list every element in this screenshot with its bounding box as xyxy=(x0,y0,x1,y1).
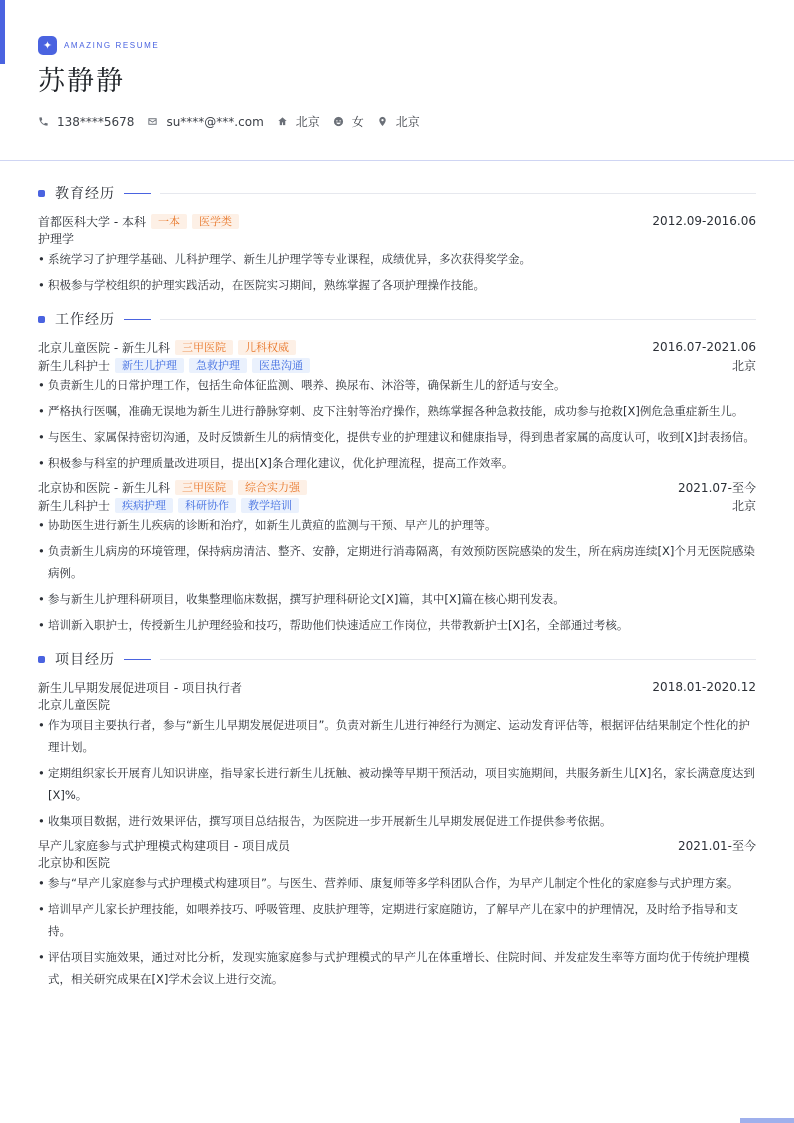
section-marker xyxy=(38,316,45,323)
contact-text: 138****5678 xyxy=(57,114,135,129)
mail-icon xyxy=(147,116,158,127)
date-range: 2021.07-至今 xyxy=(678,480,756,495)
project-entry xyxy=(38,836,756,990)
work-section xyxy=(38,308,756,636)
skill-tag: 医患沟通 xyxy=(252,358,310,373)
bullet-item: • 定期组织家长开展育儿知识讲座，指导家长进行新生儿抚触、被动操等早期干预活动，项目实施期间，共服务新生儿[X]名，家长满意度达到[X]%。 xyxy=(38,762,756,806)
bullet-list xyxy=(38,872,756,990)
section-title xyxy=(38,308,756,330)
tag: 三甲医院 xyxy=(175,480,233,495)
candidate-name: 苏静静 xyxy=(38,66,125,97)
title-rule xyxy=(160,193,756,194)
date-range: 2012.09-2016.06 xyxy=(652,214,756,228)
company-name: 北京协和医院 - 新生儿科 xyxy=(38,480,170,495)
contact-phone xyxy=(38,115,134,129)
section-title-text: 教育经历 xyxy=(55,186,115,202)
bullet-item: • 培训新入职护士，传授新生儿护理经验和技巧，帮助他们快速适应工作岗位，共带教新护士[X]名，全部通过考核。 xyxy=(38,614,756,636)
section-marker xyxy=(38,656,45,663)
bullet-list xyxy=(38,374,756,474)
section-marker xyxy=(38,190,45,197)
date-range: 2016.07-2021.06 xyxy=(652,340,756,354)
job-location: 北京 xyxy=(731,358,756,373)
contact-location xyxy=(377,113,420,130)
bullet-item: • 负责新生儿病房的环境管理，保持病房清洁、整齐、安静，定期进行消毒隔离，有效预防医院感染的发生，所在病房连续[X]个月无医院感染病例。 xyxy=(38,540,756,584)
bullet-item: • 评估项目实施效果，通过对比分析，发现实施家庭参与式护理模式的早产儿在体重增长、住院时间、并发症发生率等方面均优于传统护理模式，相关研究成果在[X]学术会议上进行交流。 xyxy=(38,946,756,990)
skill-tag: 急救护理 xyxy=(189,358,247,373)
contact-gender xyxy=(333,113,364,130)
education-section xyxy=(38,182,756,296)
skill-tag: 教学培训 xyxy=(241,498,299,513)
bullet-list xyxy=(38,714,756,832)
section-title xyxy=(38,182,756,204)
project-org: 北京儿童医院 xyxy=(38,698,111,712)
project-entry xyxy=(38,678,756,832)
bullet-item: • 作为项目主要执行者，参与“新生儿早期发展促进项目”。负责对新生儿进行神经行为测定、运动发育评估等，根据评估结果制定个性化的护理计划。 xyxy=(38,714,756,758)
bullet-item: • 参与新生儿护理科研项目，收集整理临床数据，撰写护理科研论文[X]篇，其中[X]篇在核心期刊发表。 xyxy=(38,588,756,610)
contact-text: 女 xyxy=(351,115,364,129)
phone-icon xyxy=(38,116,49,127)
contact-home xyxy=(277,113,320,130)
bullet-item: • 积极参与科室的护理质量改进项目，提出[X]条合理化建议，优化护理流程，提高工作效率。 xyxy=(38,452,756,474)
title-underline xyxy=(124,193,151,194)
date-range: 2018.01-2020.12 xyxy=(652,680,756,694)
tag: 医学类 xyxy=(192,214,239,229)
education-entry xyxy=(38,212,756,296)
skill-tag: 新生儿护理 xyxy=(115,358,184,373)
title-rule xyxy=(160,659,756,660)
contact-text: 北京 xyxy=(295,115,320,129)
brand xyxy=(38,36,756,55)
tag: 综合实力强 xyxy=(238,480,307,495)
title-rule xyxy=(160,319,756,320)
bullet-item: • 协助医生进行新生儿疾病的诊断和治疗，如新生儿黄疸的监测与干预、早产儿的护理等。 xyxy=(38,514,756,536)
title-underline xyxy=(124,659,151,660)
gender-icon xyxy=(333,116,344,127)
accent-bar xyxy=(0,0,5,64)
job-location: 北京 xyxy=(731,498,756,513)
title-underline xyxy=(124,319,151,320)
contact-list xyxy=(38,113,756,130)
brand-text: AMAZING RESUME xyxy=(64,41,160,50)
header-divider xyxy=(0,160,794,161)
school-name: 首都医科大学 - 本科 xyxy=(38,214,146,229)
location-icon xyxy=(377,116,388,127)
project-org: 北京协和医院 xyxy=(38,856,111,870)
bullet-list xyxy=(38,514,756,636)
bullet-item: • 系统学习了护理学基础、儿科护理学、新生儿护理学等专业课程，成绩优异，多次获得奖学金。 xyxy=(38,248,756,270)
tag: 一本 xyxy=(151,214,187,229)
skill-tag: 科研协作 xyxy=(178,498,236,513)
work-entry xyxy=(38,338,756,474)
tag: 三甲医院 xyxy=(175,340,233,355)
bullet-item: • 收集项目数据，进行效果评估，撰写项目总结报告，为医院进一步开展新生儿早期发展促进工作提供参考依据。 xyxy=(38,810,756,832)
bullet-item: • 积极参与学校组织的护理实践活动，在医院实习期间，熟练掌握了各项护理操作技能。 xyxy=(38,274,756,296)
tag: 儿科权威 xyxy=(238,340,296,355)
contact-email xyxy=(147,115,263,129)
work-entry xyxy=(38,478,756,636)
project-name: 早产儿家庭参与式护理模式构建项目 - 项目成员 xyxy=(38,838,290,853)
contact-text: 北京 xyxy=(395,115,420,129)
date-range: 2021.01-至今 xyxy=(678,838,756,853)
resume-body xyxy=(38,182,756,1002)
bullet-item: • 与医生、家属保持密切沟通，及时反馈新生儿的病情变化，提供专业的护理建议和健康指导，得到患者家属的高度认可，收到[X]封表扬信。 xyxy=(38,426,756,448)
home-icon xyxy=(277,116,288,127)
section-title-text: 工作经历 xyxy=(55,312,115,328)
bullet-item: • 培训早产儿家长护理技能，如喂养技巧、呼吸管理、皮肤护理等，定期进行家庭随访，了解早产儿在家中的护理情况，及时给予指导和支持。 xyxy=(38,898,756,942)
project-name: 新生儿早期发展促进项目 - 项目执行者 xyxy=(38,680,242,695)
bullet-item: • 严格执行医嘱，准确无误地为新生儿进行静脉穿刺、皮下注射等治疗操作，熟练掌握各种急救技能，成功参与抢救[X]例危急重症新生儿。 xyxy=(38,400,756,422)
sparkle-icon: ✦ xyxy=(38,36,57,55)
resume-header xyxy=(38,36,756,130)
section-title-text: 项目经历 xyxy=(55,652,115,668)
job-title: 新生儿科护士 xyxy=(38,498,111,513)
contact-text: su****@***.com xyxy=(166,114,264,129)
skill-tag: 疾病护理 xyxy=(115,498,173,513)
bullet-item: • 参与“早产儿家庭参与式护理模式构建项目”。与医生、营养师、康复师等多学科团队合作，为早产儿制定个性化的家庭参与式护理方案。 xyxy=(38,872,756,894)
bullet-item: • 负责新生儿的日常护理工作，包括生命体征监测、喂养、换尿布、沐浴等，确保新生儿的舒适与安全。 xyxy=(38,374,756,396)
company-name: 北京儿童医院 - 新生儿科 xyxy=(38,340,170,355)
projects-section xyxy=(38,648,756,990)
page-corner-bar xyxy=(740,1118,794,1123)
job-title: 新生儿科护士 xyxy=(38,358,111,373)
bullet-list xyxy=(38,248,756,296)
major: 护理学 xyxy=(38,232,75,246)
section-title xyxy=(38,648,756,670)
